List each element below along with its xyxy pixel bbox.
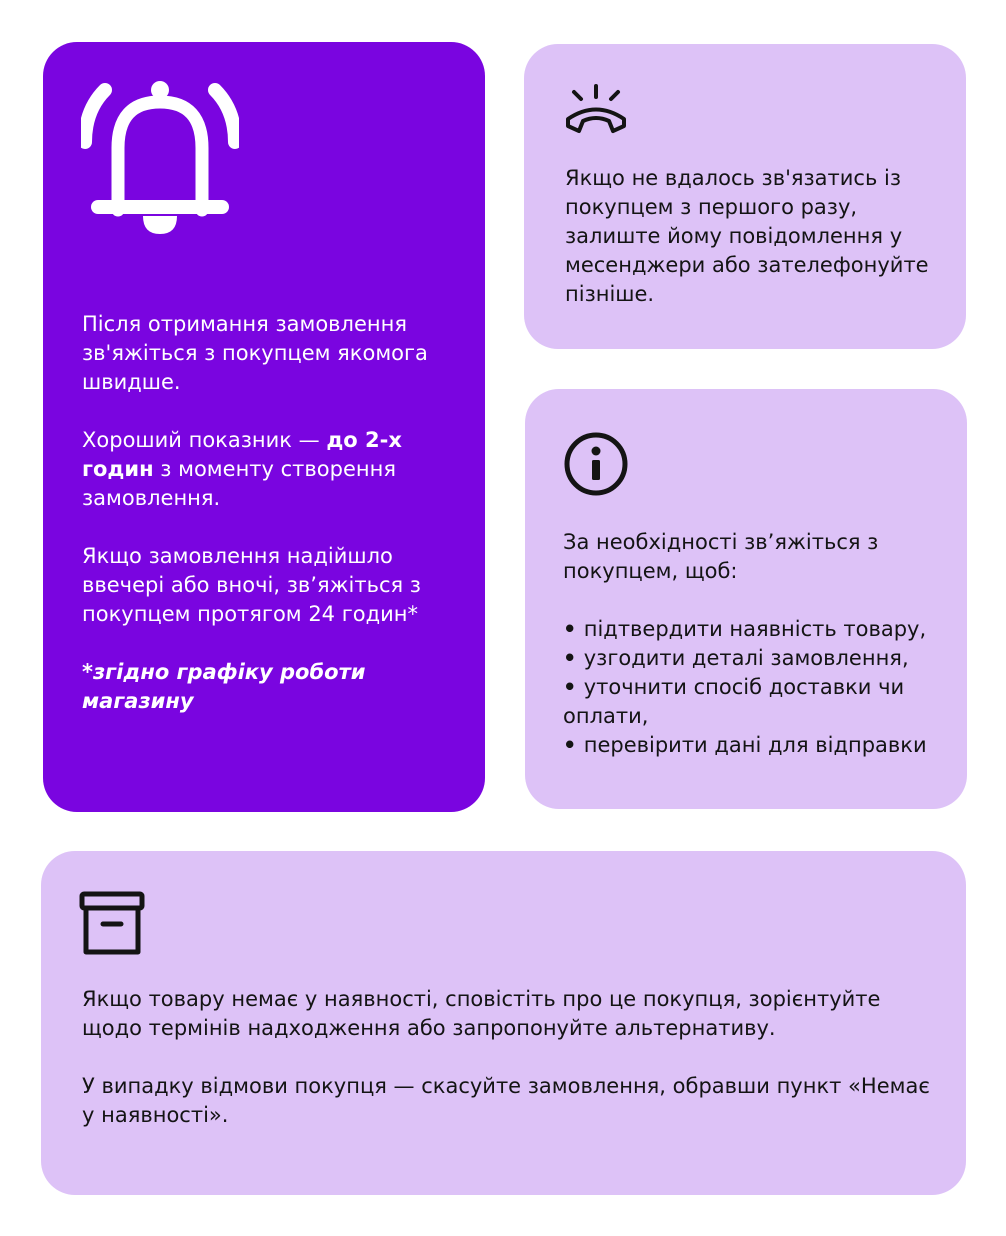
notify-paragraph-2-end: з моменту створення замовлення. [82, 457, 396, 510]
notify-highlight: до 2-х годин [82, 428, 402, 481]
list-item: • перевірити дані для відправки [563, 731, 953, 760]
call-text: Якщо не вдалось зв'язатись із покупцем з першого разу, залиште йому повідомлення у месенджери або зателефонуйте пізніше. [565, 166, 929, 306]
archive-box-icon [79, 891, 145, 957]
info-intro: За необхідності зв’яжіться з покупцем, щоб: [563, 530, 879, 583]
stock-paragraph-1: Якщо товару немає у наявності, сповістіть про це покупця, зорієнтуйте щодо термінів надходження або запропонуйте альтернативу. [82, 987, 881, 1040]
list-item: • підтвердити наявність товару, [563, 615, 953, 644]
stock-text [82, 985, 932, 1130]
notify-paragraph-2-start: Хороший показник — [82, 428, 327, 452]
notify-text [82, 310, 462, 716]
bell-ringing-icon [81, 80, 239, 234]
notify-paragraph-2 [82, 426, 462, 513]
info-list [563, 615, 953, 760]
stock-paragraph-2: У випадку відмови покупця — скасуйте замовлення, обравши пункт «Немає у наявності». [82, 1074, 930, 1127]
list-item: • узгодити деталі замовлення, [563, 644, 953, 673]
notify-paragraph-3: Якщо замовлення надійшло ввечері або вночі, зв’яжіться з покупцем протягом 24 годин* [82, 544, 421, 626]
info-card [525, 389, 967, 809]
list-item: • уточнити спосіб доставки чи оплати, [563, 673, 953, 731]
stock-card [41, 851, 966, 1195]
notify-paragraph-1: Після отримання замовлення зв'яжіться з покупцем якомога швидше. [82, 312, 428, 394]
phone-hangup-icon [564, 84, 628, 134]
notify-footnote: *згідно графіку роботи магазину [82, 660, 366, 713]
call-card [524, 44, 966, 349]
notify-card [43, 42, 485, 812]
info-text [563, 528, 953, 760]
info-circle-icon [563, 431, 629, 497]
